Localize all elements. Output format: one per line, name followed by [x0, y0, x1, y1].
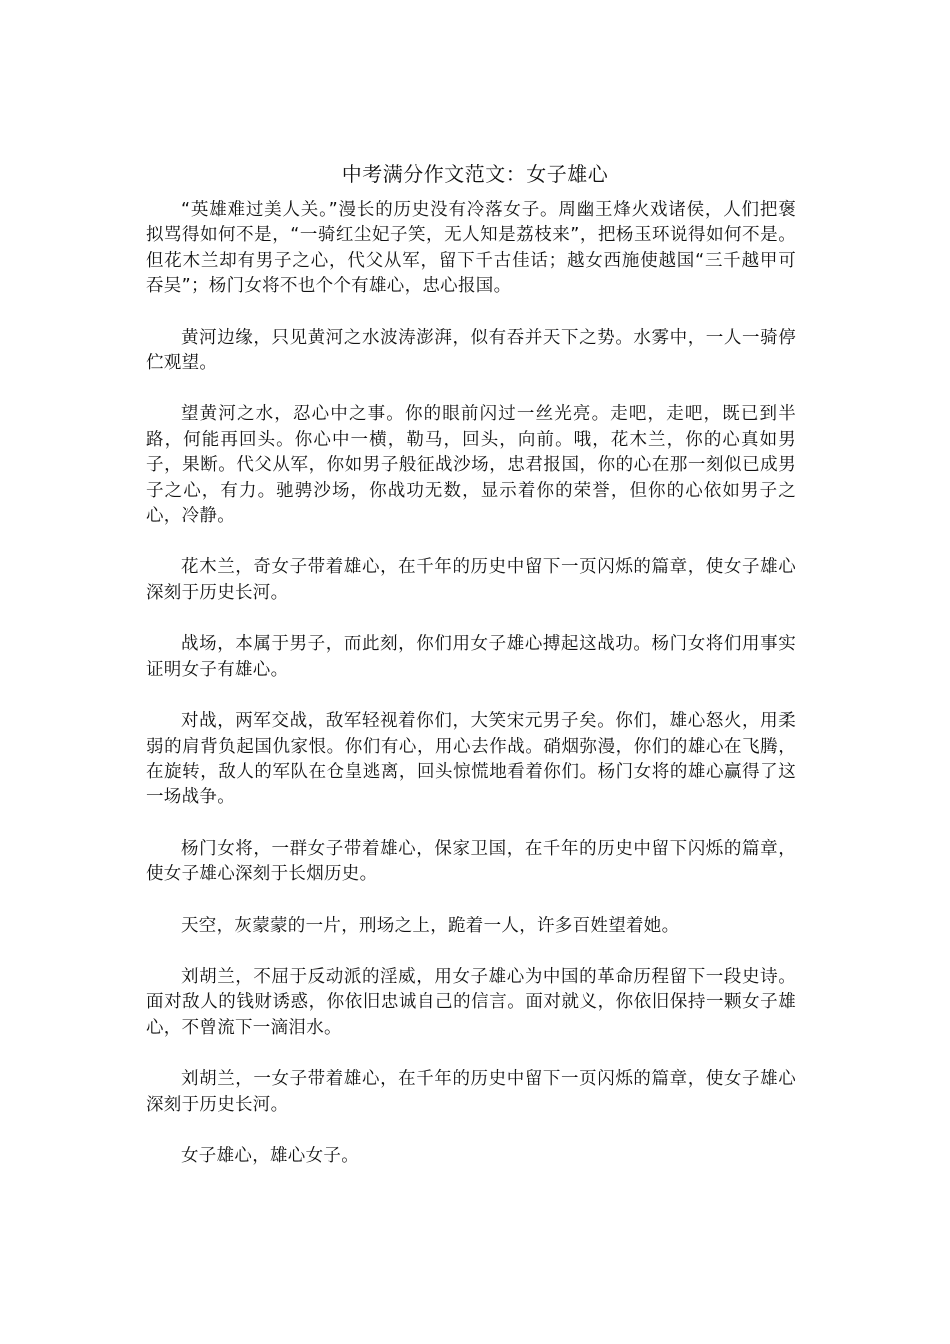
document-body: [146, 198, 796, 1195]
paragraph: 对战，两军交战，敌军轻视着你们，大笑宋元男子矣。你们，雄心怒火，用柔弱的肩背负起国仇家恨。你们有心，用心去作战。硝烟弥漫，你们的雄心在飞腾，在旋转，敌人的军队在仓皇逃离，回头惊慌地看着你们。杨门女将的雄心赢得了这一场战争。: [146, 711, 796, 808]
paragraph: “英雄难过美人关。”漫长的历史没有冷落女子。周幽王烽火戏诸侯，人们把褒拟骂得如何不是，“一骑红尘妃子笑，无人知是荔枝来”，把杨玉环说得如何不是。但花木兰却有男子之心，代父从军，留下千古佳话；越女西施使越国“三千越甲可吞吴”；杨门女将不也个个有雄心，忠心报国。: [146, 200, 796, 297]
paragraph: 黄河边缘，只见黄河之水波涛澎湃，似有吞并天下之势。水雾中，一人一骑停伫观望。: [146, 327, 796, 374]
paragraph: 刘胡兰，不屈于反动派的淫威，用女子雄心为中国的革命历程留下一段史诗。面对敌人的钱财诱惑，你依旧忠诚自己的信言。面对就义，你依旧保持一颗女子雄心，不曾流下一滴泪水。: [146, 966, 796, 1038]
paragraph: 刘胡兰，一女子带着雄心，在千年的历史中留下一页闪烁的篇章，使女子雄心深刻于历史长河。: [146, 1069, 796, 1115]
paragraph: 花木兰，奇女子带着雄心，在千年的历史中留下一页闪烁的篇章，使女子雄心深刻于历史长河。: [146, 557, 796, 603]
paragraph: 战场，本属于男子，而此刻，你们用女子雄心搏起这战功。杨门女将们用事实证明女子有雄心。: [146, 634, 796, 680]
paragraph: 女子雄心，雄心女子。: [181, 1145, 359, 1166]
paragraph: 杨门女将，一群女子带着雄心，保家卫国，在千年的历史中留下闪烁的篇章，使女子雄心深刻于长烟历史。: [146, 838, 796, 885]
document-title: 中考满分作文范文：女子雄心: [341, 162, 609, 186]
paragraph: 望黄河之水，忍心中之事。你的眼前闪过一丝光亮。走吧，走吧，既已到半路，何能再回头。你心中一横，勒马，回头，向前。哦，花木兰，你的心真如男子，果断。代父从军，你如男子般征战沙场，忠君报国，你的心在那一刻似已成男子之心，有力。驰骋沙场，你战功无数，显示着你的荣誉，但你的心依如男子之心，冷静。: [146, 404, 796, 527]
paragraph: 天空，灰蒙蒙的一片，刑场之上，跪着一人，许多百姓望着她。: [181, 915, 680, 936]
